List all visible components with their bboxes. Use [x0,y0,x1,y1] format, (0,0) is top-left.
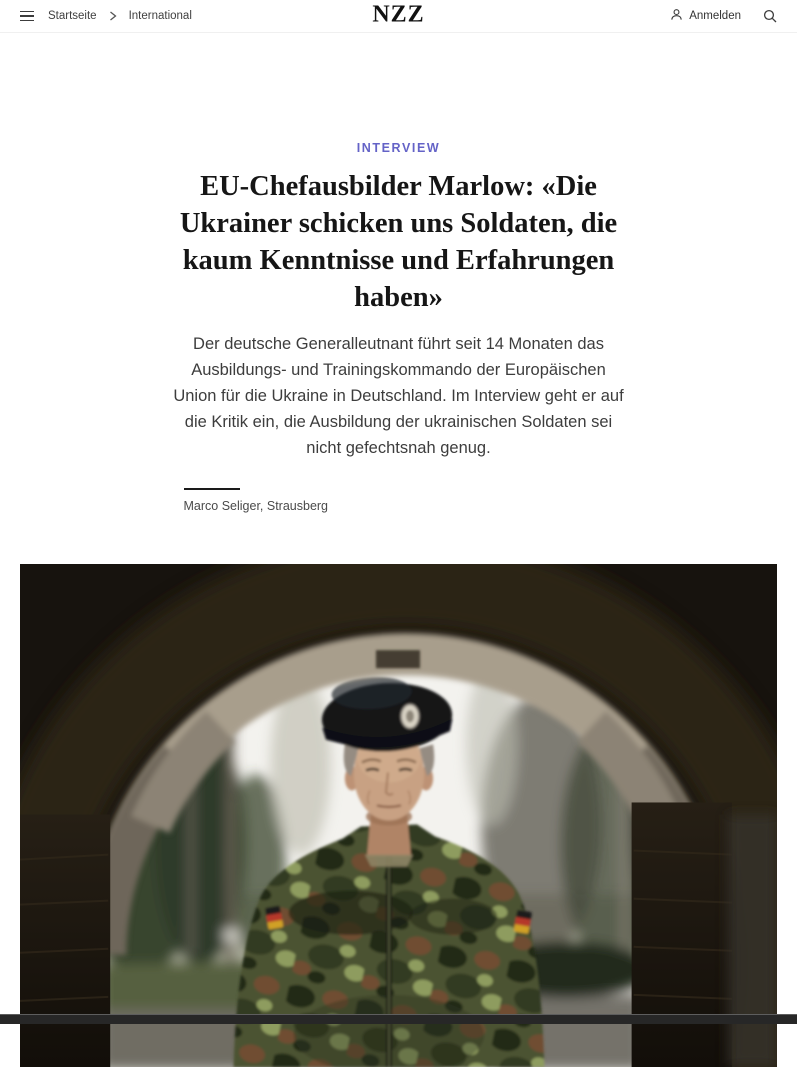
top-navigation-bar [0,0,797,33]
breadcrumb [48,10,192,22]
chevron-right-icon [109,11,117,21]
hero-image [20,564,777,1067]
user-icon [670,8,683,24]
hamburger-menu-icon[interactable] [20,11,34,21]
search-icon[interactable] [763,9,777,23]
article-title: EU-Chefausbilder Marlow: «Die Ukrainer schicken uns Soldaten, die kaum Kenntnisse und Erfahrungen haben» [179,171,618,313]
breadcrumb-home-link[interactable]: Startseite [48,10,97,22]
article-byline: Marco Seliger, Strausberg [183,499,329,513]
byline-divider [184,488,240,490]
login-label: Anmelden [689,10,741,22]
bottom-window-bar [0,1014,797,1024]
article-lead: Der deutsche Generalleutnant führt seit 14 Monaten das Ausbildungs- und Trainingskommando der Europäischen Union für die Ukraine in Deutschland. Im Interview geht er auf die Kritik ein, die Ausbildung der ukrainischen Soldaten sei nicht gefechtsnah genug. [173,335,624,457]
breadcrumb-section-link[interactable]: International [128,10,192,22]
article-header [173,141,624,513]
login-button[interactable] [670,8,741,24]
hero-image-graphic [20,564,777,1067]
article-kicker[interactable]: INTERVIEW [356,141,441,155]
nzz-logo[interactable]: NZZ [372,1,425,28]
